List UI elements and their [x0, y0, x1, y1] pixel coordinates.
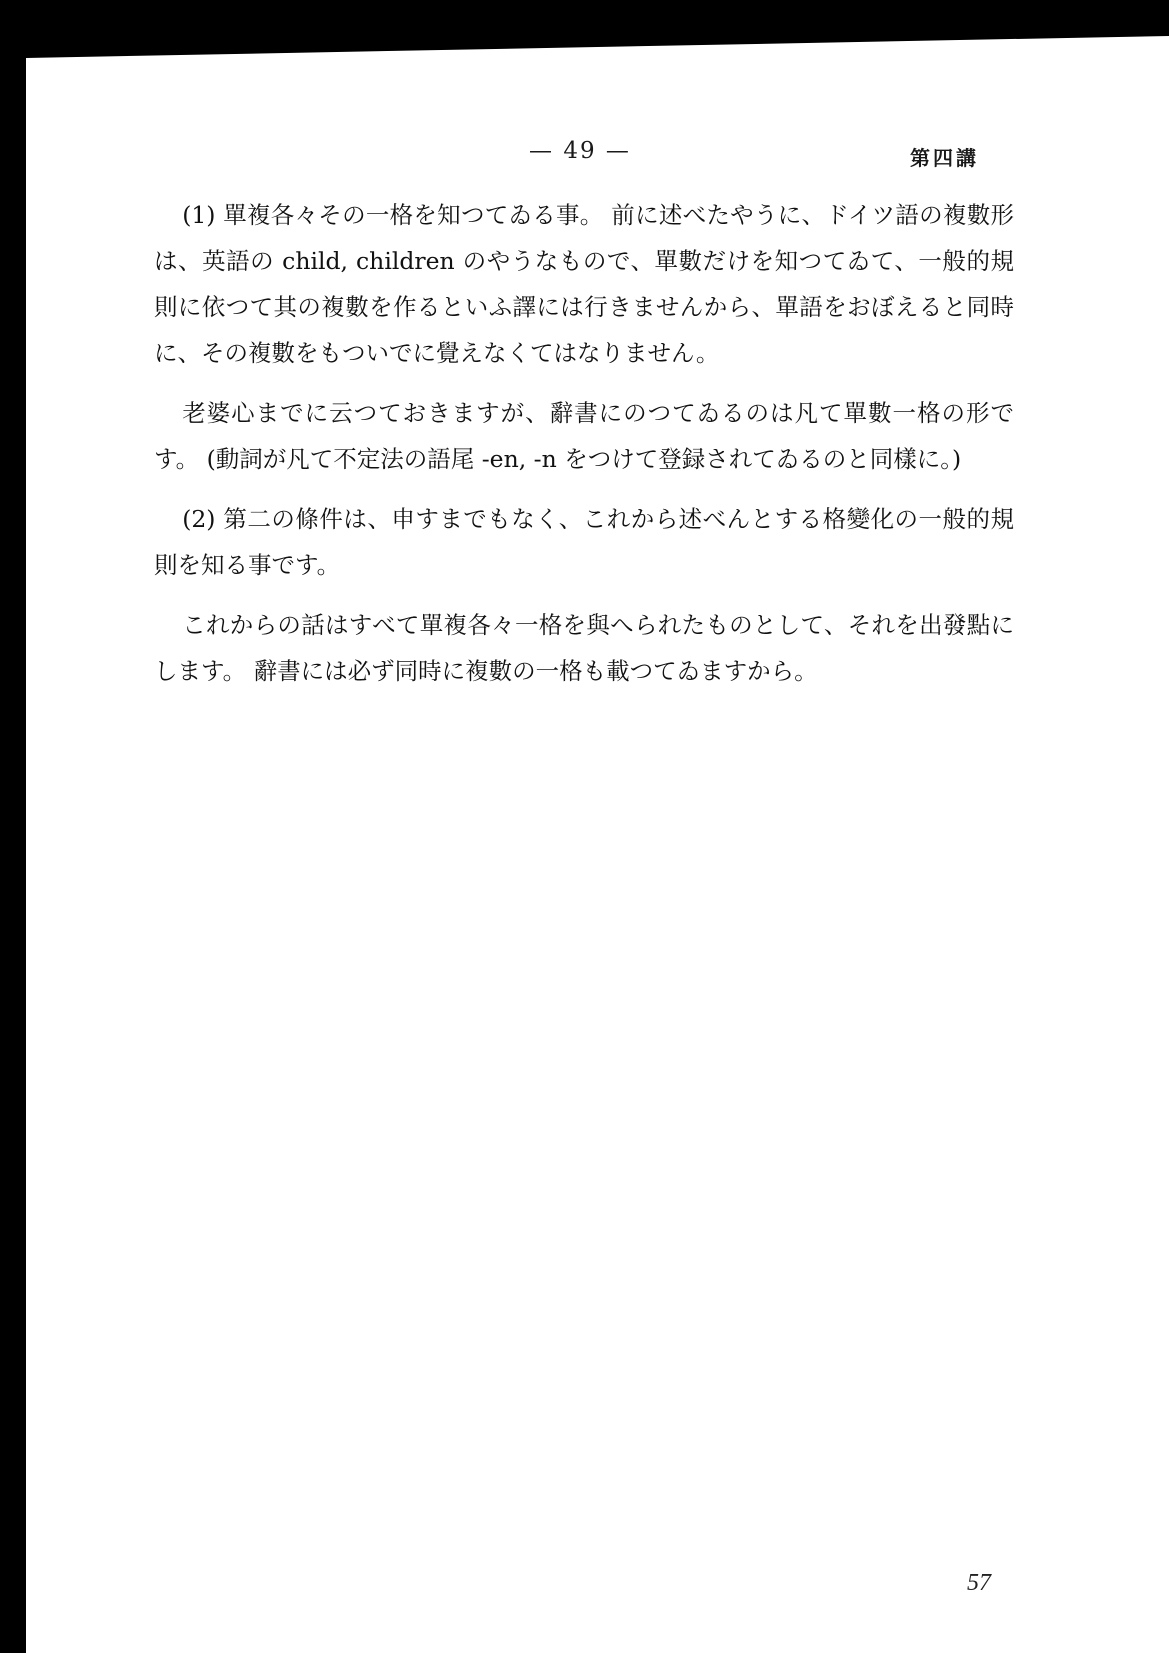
- paragraph-2: 老婆心までに云つておきますが、辭書にのつてゐるのは凡て單數一格の形です。 (動詞が凡て不定法の語尾 -en, -n をつけて登録されてゐるのと同樣に。): [154, 399, 1014, 473]
- page-header: [0, 138, 1169, 178]
- paragraph-3: (2) 第二の條件は、申すまでもなく、これから述べんとする格變化の一般的規則を知る事です。: [154, 505, 1014, 579]
- chapter-title: 第四講: [910, 146, 979, 170]
- folio-number: 57: [967, 1570, 991, 1596]
- body-text: [154, 192, 1014, 708]
- page-number: — 49 —: [529, 138, 631, 164]
- paragraph-4: これからの話はすべて單複各々一格を與へられたものとして、それを出發點にします。 辭書には必ず同時に複數の一格も載つてゐますから。: [154, 611, 1014, 685]
- paragraph-1: (1) 單複各々その一格を知つてゐる事。 前に述べたやうに、ドイツ語の複數形は、英語の child, children のやうなもので、單數だけを知つてゐて、一般的規則に依つて其の複數を作るといふ譯には行きませんから、單語をおぼえると同時に、その複數をもついでに覺えなくてはなりません。: [154, 201, 1014, 367]
